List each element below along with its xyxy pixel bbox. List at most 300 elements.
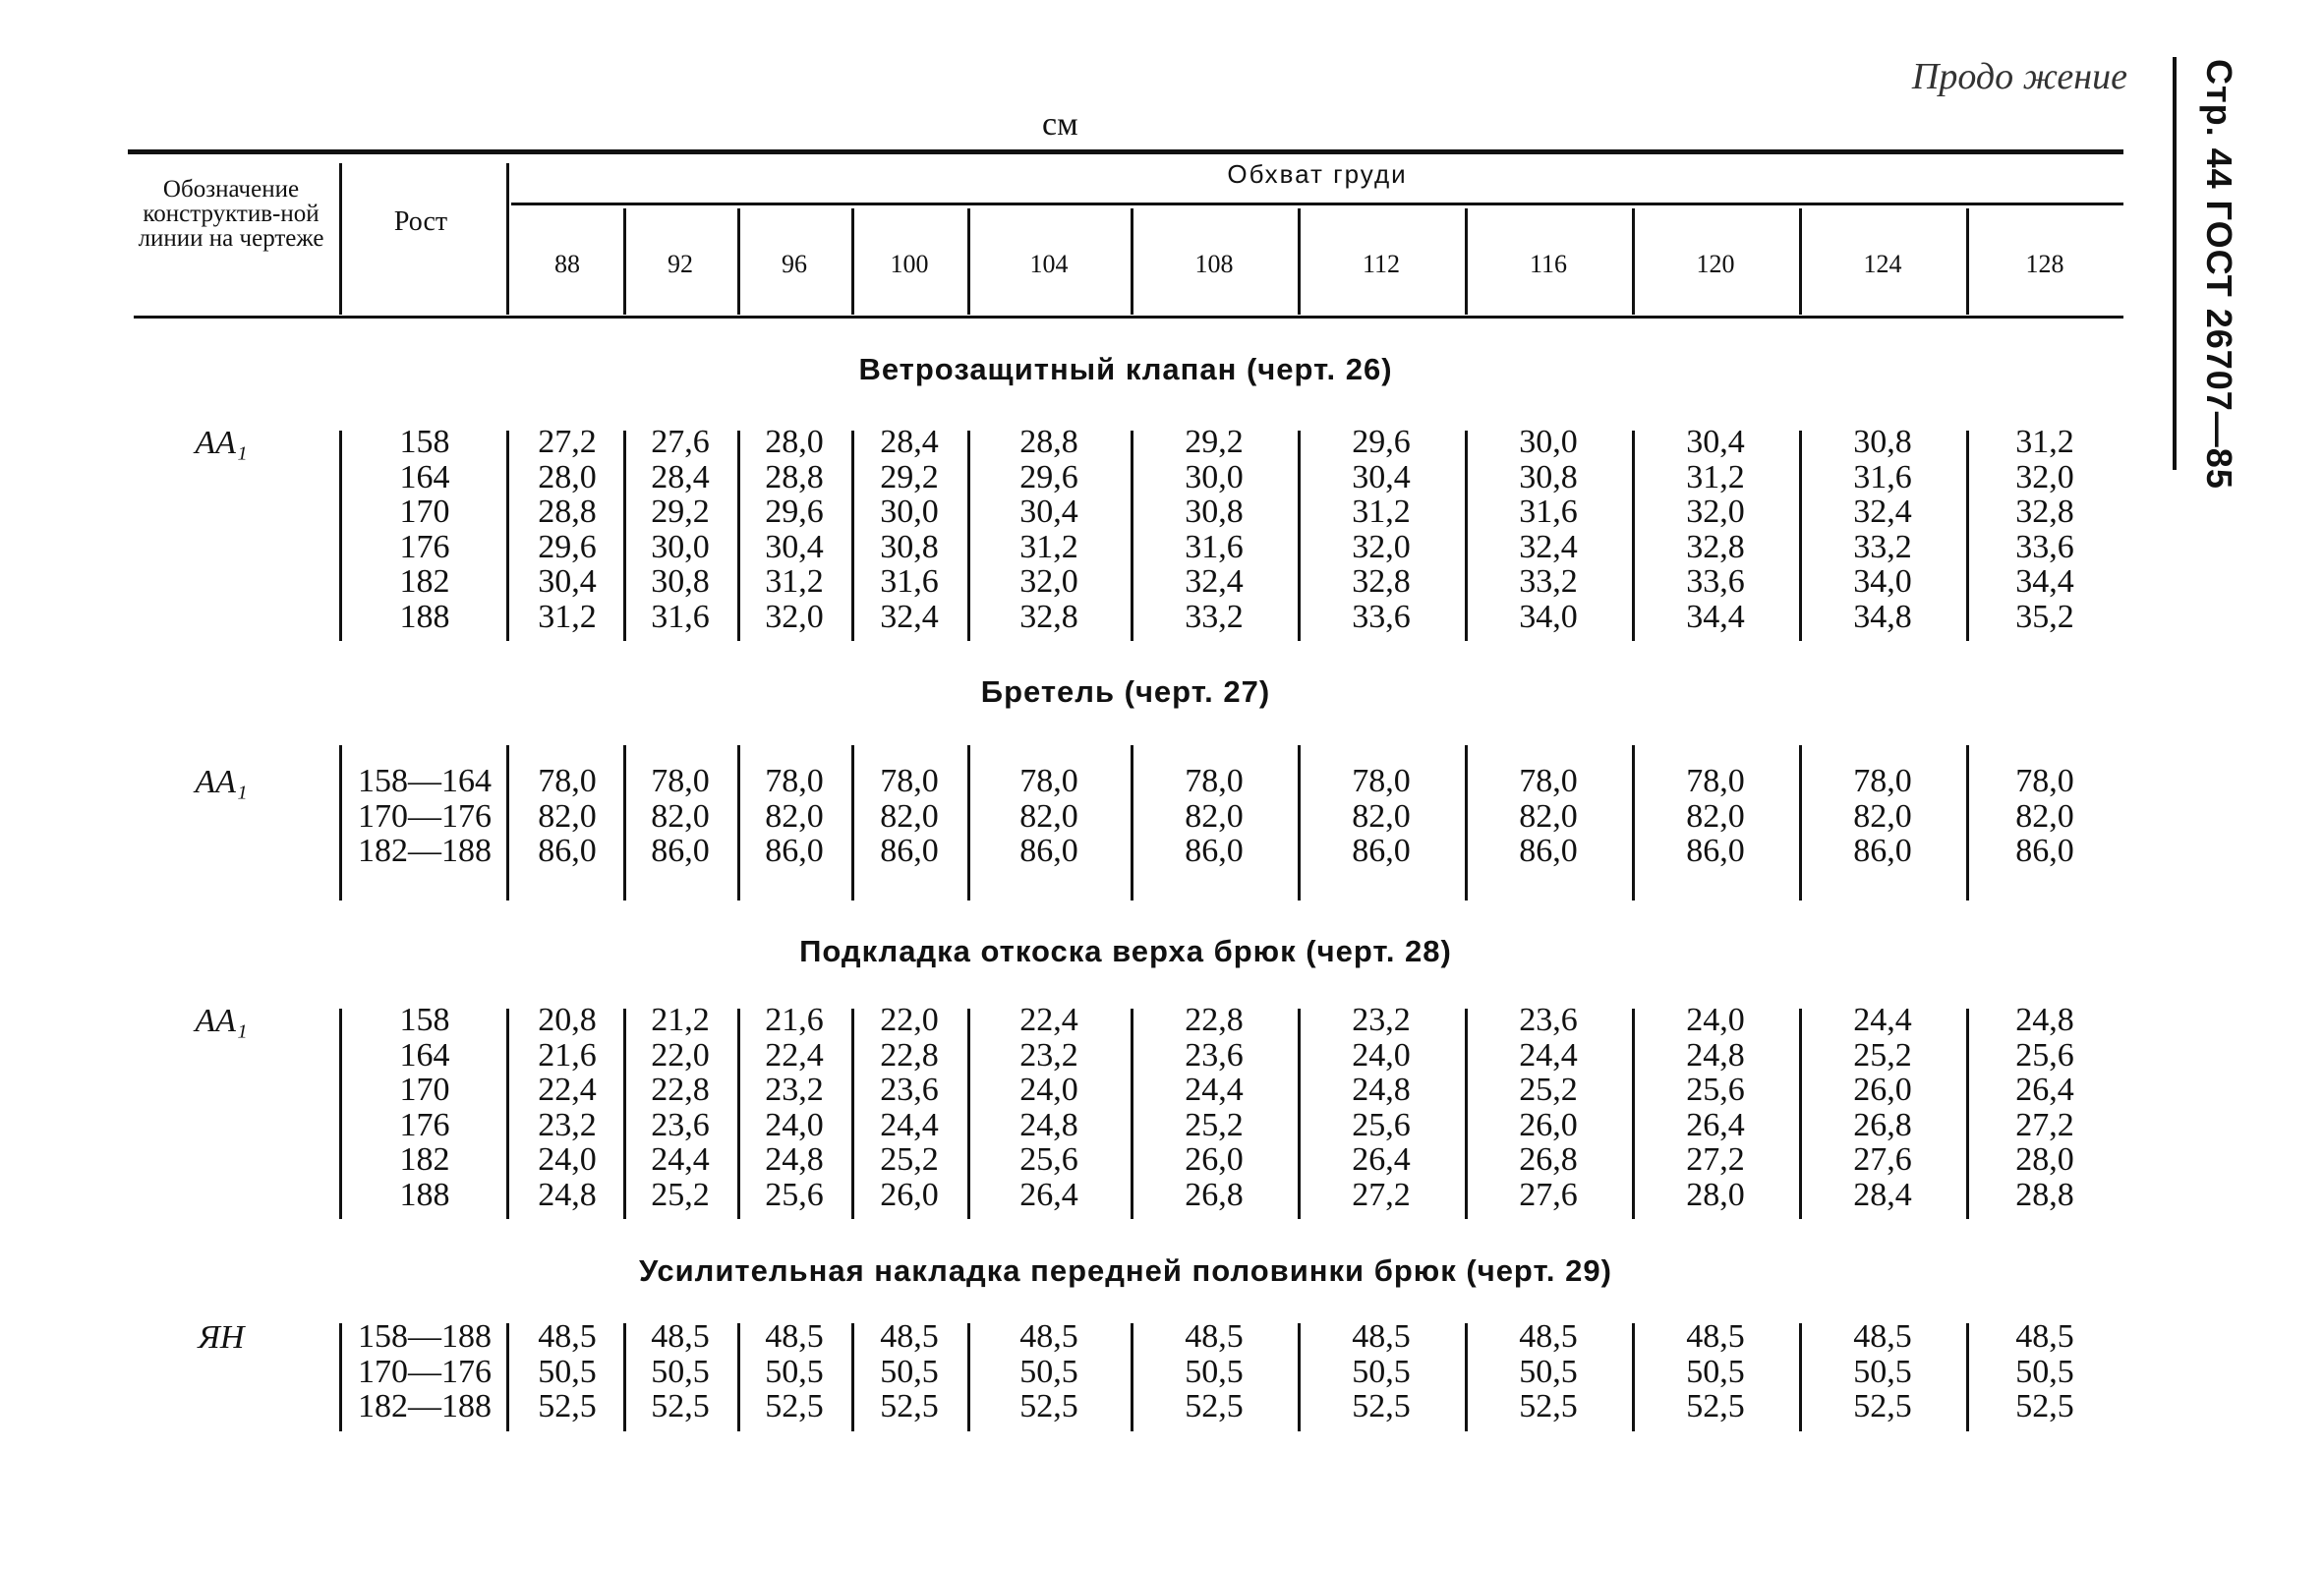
table-cell: 24,0: [1686, 1002, 1745, 1038]
section-title: Усилительная накладка передней половинки брюк (черт. 29): [639, 1253, 1612, 1288]
table-cell: 30,0: [880, 494, 939, 530]
table-cell: 31,2: [1352, 494, 1411, 530]
table-cell: 28,8: [1019, 424, 1078, 460]
table-cell: 86,0: [1853, 833, 1912, 869]
table-cell: 25,6: [1352, 1106, 1411, 1143]
table-cell: 34,0: [1519, 598, 1578, 635]
height-value: 158—188: [358, 1318, 492, 1355]
table-cell: 31,6: [1853, 458, 1912, 495]
value-column: [1465, 1003, 1632, 1212]
table-cell: 25,6: [1019, 1141, 1078, 1178]
table-cell: 30,4: [1019, 494, 1078, 530]
table-cell: 26,4: [2015, 1072, 2074, 1108]
table-cell: 26,0: [1185, 1141, 1244, 1178]
section-vline: [506, 745, 509, 901]
table-cell: 23,2: [1019, 1036, 1078, 1074]
table-cell: 32,8: [1019, 598, 1078, 635]
table-cell: 78,0: [538, 763, 597, 799]
chest-size-header: 96: [782, 250, 807, 278]
table-cell: 31,2: [538, 598, 597, 635]
table-cell: 78,0: [1352, 763, 1411, 799]
table-cell: 26,0: [880, 1176, 939, 1213]
table-cell: 28,0: [1686, 1176, 1745, 1213]
line-designation: AA₁: [195, 764, 248, 800]
value-column: [1632, 425, 1799, 634]
table-cell: 50,5: [880, 1353, 939, 1390]
value-column: [1632, 1319, 1799, 1424]
table-cell: 22,0: [651, 1036, 710, 1074]
table-cell: 26,8: [1853, 1106, 1912, 1143]
table-cell: 33,6: [2015, 528, 2074, 565]
section-title: Бретель (черт. 27): [980, 674, 1271, 709]
table-cell: 78,0: [651, 763, 710, 799]
table-cell: 24,8: [2015, 1002, 2074, 1038]
value-column: [1465, 1319, 1632, 1424]
table-cell: 86,0: [651, 833, 710, 869]
chest-size-header: 108: [1194, 250, 1234, 278]
table-cell: 31,6: [651, 598, 710, 635]
table-cell: 26,4: [1686, 1106, 1745, 1143]
table-cell: 50,5: [1853, 1353, 1912, 1390]
table-cell: 52,5: [1853, 1388, 1912, 1424]
table-cell: 32,8: [1686, 528, 1745, 565]
header-chest: Обхват груди: [1227, 159, 1408, 189]
table-cell: 25,6: [765, 1176, 824, 1213]
table-cell: 26,0: [1519, 1106, 1578, 1143]
section-vline: [506, 1323, 509, 1431]
table-cell: 52,5: [538, 1388, 597, 1424]
value-column: [1632, 1003, 1799, 1212]
table-cell: 32,4: [1519, 528, 1578, 565]
value-column: [851, 1003, 967, 1212]
table-cell: 31,2: [2015, 424, 2074, 460]
table-cell: 29,6: [765, 494, 824, 530]
table-cell: 31,6: [1185, 528, 1244, 565]
value-column: [737, 1319, 851, 1424]
table-cell: 48,5: [1352, 1318, 1411, 1355]
value-column: [967, 425, 1131, 634]
table-cell: 78,0: [1853, 763, 1912, 799]
table-cell: 86,0: [1352, 833, 1411, 869]
table-cell: 22,8: [880, 1036, 939, 1074]
table-cell: 35,2: [2015, 598, 2074, 635]
table-cell: 78,0: [2015, 763, 2074, 799]
table-cell: 24,8: [1352, 1072, 1411, 1108]
section-vline: [339, 1323, 342, 1431]
header-bottom-rule: [134, 316, 2123, 319]
table-cell: 26,4: [1352, 1141, 1411, 1178]
value-column: [1131, 1319, 1298, 1424]
table-cell: 25,2: [1185, 1106, 1244, 1143]
value-column: [851, 764, 967, 869]
value-column: [1632, 764, 1799, 869]
value-column: [511, 1319, 623, 1424]
table-cell: 50,5: [538, 1353, 597, 1390]
table-cell: 48,5: [538, 1318, 597, 1355]
table-cell: 34,8: [1853, 598, 1912, 635]
value-column: [511, 425, 623, 634]
section-vline: [339, 1009, 342, 1219]
table-cell: 31,6: [1519, 494, 1578, 530]
value-column: [1298, 764, 1465, 869]
table-cell: 32,4: [880, 598, 939, 635]
header-designation: Обозначение конструктив-ной линии на чертеже: [138, 176, 324, 252]
table-cell: 27,6: [1853, 1141, 1912, 1178]
value-column: [1298, 425, 1465, 634]
value-column: [737, 764, 851, 869]
table-cell: 24,8: [1019, 1106, 1078, 1143]
table-cell: 29,6: [538, 528, 597, 565]
section-vline: [506, 1009, 509, 1219]
table-cell: 28,8: [2015, 1176, 2074, 1213]
table-cell: 32,4: [1853, 494, 1912, 530]
table-cell: 27,6: [1519, 1176, 1578, 1213]
height-column: [344, 764, 505, 869]
table-cell: 50,5: [1352, 1353, 1411, 1390]
table-cell: 24,8: [1686, 1036, 1745, 1074]
table-cell: 52,5: [1352, 1388, 1411, 1424]
height-value: 176: [399, 1106, 450, 1143]
table-cell: 27,2: [538, 424, 597, 460]
table-cell: 29,2: [651, 494, 710, 530]
table-cell: 82,0: [2015, 797, 2074, 835]
height-value: 182: [399, 1141, 450, 1178]
table-cell: 48,5: [1519, 1318, 1578, 1355]
table-cell: 78,0: [880, 763, 939, 799]
table-cell: 24,0: [538, 1141, 597, 1178]
value-column: [1799, 1003, 1966, 1212]
table-cell: 48,5: [1686, 1318, 1745, 1355]
continuation-note: Продо жение: [1911, 56, 2127, 97]
table-cell: 28,8: [765, 458, 824, 495]
table-cell: 48,5: [651, 1318, 710, 1355]
table-cell: 82,0: [880, 797, 939, 835]
table-cell: 82,0: [1853, 797, 1912, 835]
table-cell: 32,0: [765, 598, 824, 635]
table-cell: 25,2: [880, 1141, 939, 1178]
table-cell: 52,5: [1686, 1388, 1745, 1424]
table-cell: 78,0: [1686, 763, 1745, 799]
table-cell: 52,5: [880, 1388, 939, 1424]
table-cell: 30,8: [651, 563, 710, 600]
height-value: 182—188: [358, 833, 492, 869]
value-column: [1131, 1003, 1298, 1212]
table-cell: 22,0: [880, 1002, 939, 1038]
table-cell: 32,8: [1352, 563, 1411, 600]
table-cell: 82,0: [538, 797, 597, 835]
table-cell: 48,5: [880, 1318, 939, 1355]
table-cell: 50,5: [651, 1353, 710, 1390]
table-cell: 24,4: [1185, 1072, 1244, 1108]
table-cell: 25,2: [651, 1176, 710, 1213]
table-cell: 30,0: [651, 528, 710, 565]
table-cell: 33,2: [1853, 528, 1912, 565]
section-vline: [339, 431, 342, 641]
height-value: 188: [399, 598, 450, 635]
value-column: [1966, 764, 2123, 869]
header-height: Рост: [393, 206, 448, 237]
table-cell: 29,2: [880, 458, 939, 495]
table-cell: 25,6: [2015, 1036, 2074, 1074]
table-cell: 26,0: [1853, 1072, 1912, 1108]
table-cell: 27,2: [1352, 1176, 1411, 1213]
table-cell: 31,2: [1686, 458, 1745, 495]
height-value: 170: [399, 1072, 450, 1108]
table-cell: 23,6: [880, 1072, 939, 1108]
table-cell: 32,0: [1019, 563, 1078, 600]
table-cell: 86,0: [1019, 833, 1078, 869]
chest-size-header: 100: [890, 250, 929, 278]
table-cell: 22,8: [651, 1072, 710, 1108]
table-cell: 52,5: [651, 1388, 710, 1424]
table-cell: 26,4: [1019, 1176, 1078, 1213]
height-value: 158: [399, 1002, 450, 1038]
header-top-rule: [128, 149, 2123, 154]
table-cell: 82,0: [1519, 797, 1578, 835]
table-cell: 28,4: [1853, 1176, 1912, 1213]
value-column: [851, 425, 967, 634]
table-cell: 48,5: [1853, 1318, 1912, 1355]
table-cell: 52,5: [1019, 1388, 1078, 1424]
table-cell: 24,4: [1519, 1036, 1578, 1074]
table-cell: 48,5: [1185, 1318, 1244, 1355]
table-cell: 30,0: [1519, 424, 1578, 460]
height-value: 170: [399, 494, 450, 530]
height-value: 170—176: [358, 797, 492, 835]
value-column: [1966, 425, 2123, 634]
height-value: 158: [399, 424, 450, 460]
table-cell: 78,0: [765, 763, 824, 799]
table-cell: 22,4: [765, 1036, 824, 1074]
table-cell: 30,8: [1519, 458, 1578, 495]
table-cell: 28,4: [880, 424, 939, 460]
value-column: [1966, 1003, 2123, 1212]
table-cell: 34,4: [2015, 563, 2074, 600]
table-cell: 28,0: [765, 424, 824, 460]
section-vline: [339, 745, 342, 901]
height-column: [344, 1003, 505, 1212]
line-designation: AA₁: [195, 1003, 248, 1039]
value-column: [967, 1003, 1131, 1212]
table-cell: 24,8: [765, 1141, 824, 1178]
value-column: [1465, 425, 1632, 634]
value-column: [1799, 764, 1966, 869]
table-cell: 31,6: [880, 563, 939, 600]
table-cell: 52,5: [1519, 1388, 1578, 1424]
table-cell: 50,5: [1686, 1353, 1745, 1390]
table-cell: 33,6: [1352, 598, 1411, 635]
table-cell: 52,5: [1185, 1388, 1244, 1424]
table-cell: 25,6: [1686, 1072, 1745, 1108]
table-cell: 27,2: [2015, 1106, 2074, 1143]
table-cell: 86,0: [538, 833, 597, 869]
value-column: [623, 764, 737, 869]
table-cell: 82,0: [765, 797, 824, 835]
table-cell: 78,0: [1519, 763, 1578, 799]
table-cell: 86,0: [1519, 833, 1578, 869]
table-cell: 32,8: [2015, 494, 2074, 530]
table-cell: 33,6: [1686, 563, 1745, 600]
table-cell: 23,6: [1185, 1036, 1244, 1074]
table-cell: 48,5: [1019, 1318, 1078, 1355]
table-cell: 23,2: [538, 1106, 597, 1143]
table-cell: 24,8: [538, 1176, 597, 1213]
table-cell: 32,4: [1185, 563, 1244, 600]
chest-size-header: 128: [2025, 250, 2064, 278]
table-cell: 50,5: [765, 1353, 824, 1390]
table-cell: 24,4: [1853, 1002, 1912, 1038]
table-cell: 21,2: [651, 1002, 710, 1038]
height-value: 182—188: [358, 1388, 492, 1424]
value-column: [623, 425, 737, 634]
table-cell: 30,4: [1686, 424, 1745, 460]
table-cell: 23,2: [765, 1072, 824, 1108]
header-vline: [339, 163, 342, 315]
table-cell: 33,2: [1185, 598, 1244, 635]
table-cell: 34,4: [1686, 598, 1745, 635]
table-cell: 86,0: [880, 833, 939, 869]
table-cell: 30,8: [1853, 424, 1912, 460]
table-cell: 24,0: [765, 1106, 824, 1143]
value-column: [1298, 1319, 1465, 1424]
height-value: 182: [399, 563, 450, 600]
height-column: [344, 425, 505, 634]
table-cell: 22,4: [1019, 1002, 1078, 1038]
table-cell: 30,8: [1185, 494, 1244, 530]
table-cell: 24,4: [651, 1141, 710, 1178]
table-cell: 29,6: [1352, 424, 1411, 460]
table-cell: 27,6: [651, 424, 710, 460]
line-designation: AA₁: [195, 425, 248, 461]
value-column: [623, 1003, 737, 1212]
table-cell: 29,2: [1185, 424, 1244, 460]
table-cell: 26,8: [1519, 1141, 1578, 1178]
value-column: [967, 1319, 1131, 1424]
chest-size-header: 112: [1362, 250, 1401, 278]
height-value: 176: [399, 528, 450, 565]
value-column: [511, 1003, 623, 1212]
side-rule: [2173, 57, 2177, 470]
side-page-label: Стр. 44 ГОСТ 26707—85: [2199, 59, 2239, 490]
value-column: [511, 764, 623, 869]
chest-size-header: 124: [1863, 250, 1902, 278]
value-column: [1131, 764, 1298, 869]
table-cell: 29,6: [1019, 458, 1078, 495]
table-cell: 23,2: [1352, 1002, 1411, 1038]
table-cell: 30,4: [765, 528, 824, 565]
table-cell: 31,2: [765, 563, 824, 600]
table-cell: 27,2: [1686, 1141, 1745, 1178]
chest-size-header: 116: [1529, 250, 1568, 278]
table-cell: 22,8: [1185, 1002, 1244, 1038]
chest-size-header: 92: [668, 250, 693, 278]
chest-size-header: 120: [1696, 250, 1735, 278]
value-column: [851, 1319, 967, 1424]
table-cell: 32,0: [1686, 494, 1745, 530]
value-column: [1966, 1319, 2123, 1424]
value-column: [1465, 764, 1632, 869]
table-cell: 86,0: [1686, 833, 1745, 869]
table-cell: 22,4: [538, 1072, 597, 1108]
value-column: [737, 1003, 851, 1212]
table-cell: 25,2: [1519, 1072, 1578, 1108]
table-cell: 23,6: [651, 1106, 710, 1143]
header-sub-rule: [511, 203, 2123, 205]
value-column: [737, 425, 851, 634]
chest-size-header: 88: [554, 250, 580, 278]
section-title: Подкладка откоска верха брюк (черт. 28): [799, 934, 1452, 968]
height-column: [344, 1319, 505, 1424]
table-cell: 30,8: [880, 528, 939, 565]
table-cell: 28,4: [651, 458, 710, 495]
table-cell: 24,0: [1019, 1072, 1078, 1108]
height-value: 170—176: [358, 1353, 492, 1390]
value-column: [623, 1319, 737, 1424]
table-cell: 78,0: [1185, 763, 1244, 799]
table-cell: 52,5: [765, 1388, 824, 1424]
section-title: Ветрозащитный клапан (черт. 26): [858, 352, 1393, 386]
table-cell: 48,5: [2015, 1318, 2074, 1355]
table-cell: 82,0: [1352, 797, 1411, 835]
table-cell: 21,6: [538, 1036, 597, 1074]
header-vline: [506, 163, 509, 315]
height-value: 158—164: [358, 763, 492, 799]
value-column: [1799, 1319, 1966, 1424]
table-cell: 28,0: [2015, 1141, 2074, 1178]
table-cell: 25,2: [1853, 1036, 1912, 1074]
table-cell: 52,5: [2015, 1388, 2074, 1424]
table-cell: 86,0: [765, 833, 824, 869]
table-cell: 34,0: [1853, 563, 1912, 600]
table-cell: 32,0: [2015, 458, 2074, 495]
table-cell: 50,5: [1519, 1353, 1578, 1390]
table-cell: 24,4: [880, 1106, 939, 1143]
table-cell: 86,0: [2015, 833, 2074, 869]
value-column: [1131, 425, 1298, 634]
table-cell: 82,0: [1019, 797, 1078, 835]
value-column: [1298, 1003, 1465, 1212]
table-cell: 21,6: [765, 1002, 824, 1038]
table-cell: 48,5: [765, 1318, 824, 1355]
height-value: 164: [399, 458, 450, 495]
table-cell: 50,5: [1185, 1353, 1244, 1390]
table-cell: 20,8: [538, 1002, 597, 1038]
chest-size-header: 104: [1029, 250, 1069, 278]
value-column: [967, 764, 1131, 869]
table-cell: 23,6: [1519, 1002, 1578, 1038]
unit-label: см: [1042, 106, 1078, 143]
table-cell: 82,0: [651, 797, 710, 835]
value-column: [1799, 425, 1966, 634]
table-cell: 31,2: [1019, 528, 1078, 565]
table-cell: 78,0: [1019, 763, 1078, 799]
table-cell: 50,5: [2015, 1353, 2074, 1390]
table-cell: 50,5: [1019, 1353, 1078, 1390]
height-value: 188: [399, 1176, 450, 1213]
table-cell: 24,0: [1352, 1036, 1411, 1074]
table-cell: 32,0: [1352, 528, 1411, 565]
table-cell: 30,4: [1352, 458, 1411, 495]
table-cell: 82,0: [1686, 797, 1745, 835]
table-cell: 33,2: [1519, 563, 1578, 600]
table-cell: 30,0: [1185, 458, 1244, 495]
section-vline: [506, 431, 509, 641]
table-cell: 30,4: [538, 563, 597, 600]
table-cell: 28,8: [538, 494, 597, 530]
table-cell: 26,8: [1185, 1176, 1244, 1213]
table-cell: 82,0: [1185, 797, 1244, 835]
height-value: 164: [399, 1036, 450, 1074]
